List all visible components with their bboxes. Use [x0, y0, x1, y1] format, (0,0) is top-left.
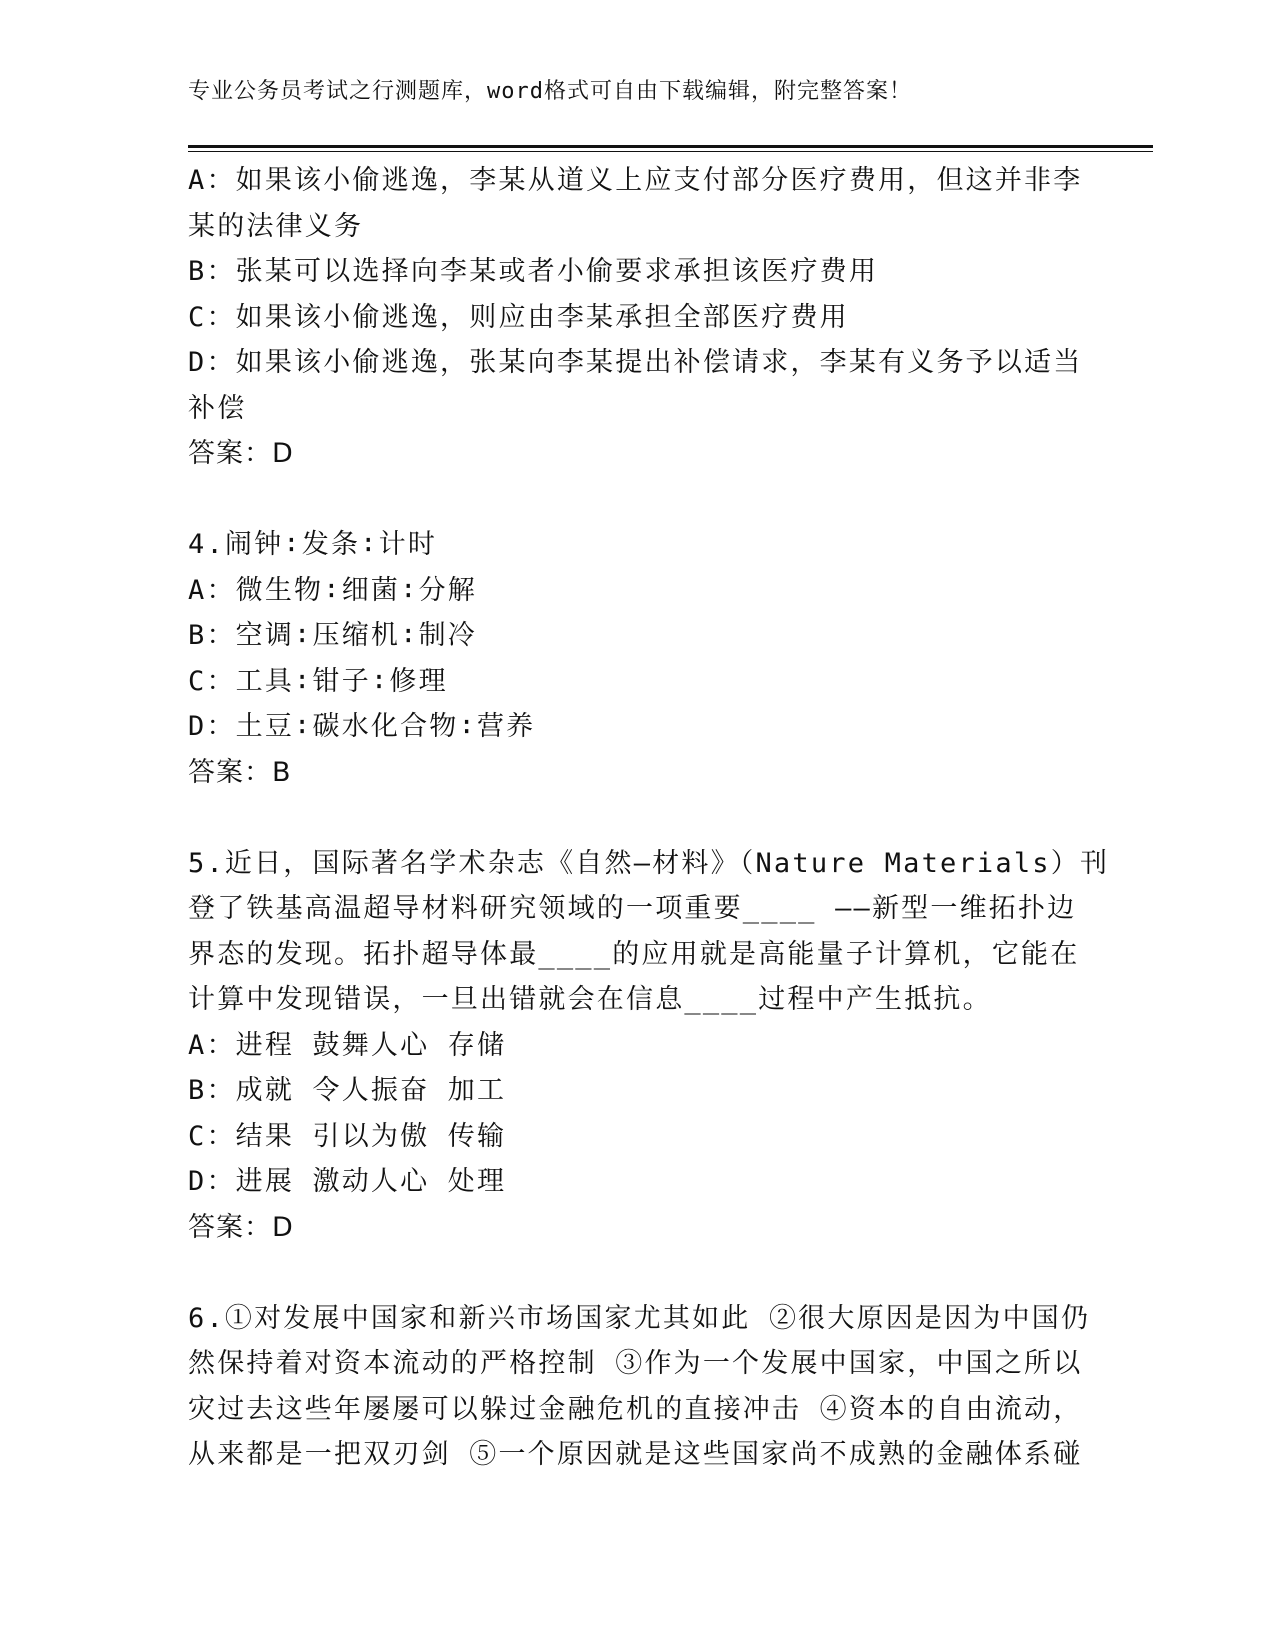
q5-stem-line3: 界态的发现。拓扑超导体最____的应用就是高能量子计算机，它能在 — [188, 938, 1080, 970]
spacer — [188, 1250, 1088, 1296]
q5-answer: 答案：D — [188, 1211, 294, 1243]
q5-stem-line2: 登了铁基高温超导材料研究领域的一项重要____ ——新型一维拓扑边 — [188, 893, 1077, 924]
q5-stem-line4: 计算中发现错误，一旦出错就会在信息____过程中产生抵抗。 — [188, 984, 992, 1015]
page-header: 专业公务员考试之行测题库，word格式可自由下载编辑，附完整答案！ — [188, 79, 912, 104]
q4-option-b: B：空调∶压缩机∶制冷 — [188, 620, 477, 651]
header-rule-thin — [188, 151, 1153, 152]
q5-option-b: B：成就 令人振奋 加工 — [188, 1075, 507, 1106]
q6-stem-line3: 灾过去这些年屡屡可以躲过金融危机的直接冲击 ④资本的自由流动， — [188, 1393, 1083, 1425]
spacer — [188, 477, 1088, 523]
question-content — [188, 158, 1110, 1478]
q3-option-b: B：张某可以选择向李某或者小偷要求承担该医疗费用 — [188, 256, 879, 287]
q3-option-c: C：如果该小偷逃逸，则应由李某承担全部医疗费用 — [188, 301, 849, 333]
q5-option-d: D：进展 激动人心 处理 — [188, 1166, 507, 1197]
q4-option-a: A：微生物∶细菌∶分解 — [188, 574, 477, 606]
q3-option-d-line2: 补偿 — [188, 392, 247, 424]
q6-stem-line4: 从来都是一把双刃剑 ⑤一个原因就是这些国家尚不成熟的金融体系碰 — [188, 1439, 1083, 1470]
q3-option-a-line1: A：如果该小偷逃逸，李某从道义上应支付部分医疗费用，但这并非李 — [188, 165, 1083, 196]
q5-option-c: C：结果 引以为傲 传输 — [188, 1120, 507, 1152]
q5-option-a: A：进程 鼓舞人心 存储 — [188, 1029, 507, 1061]
q3-option-a-line2: 某的法律义务 — [188, 210, 364, 242]
q6-stem-line2: 然保持着对资本流动的严格控制 ③作为一个发展中国家，中国之所以 — [188, 1348, 1083, 1379]
q3-option-d-line1: D：如果该小偷逃逸，张某向李某提出补偿请求，李某有义务予以适当 — [188, 347, 1083, 378]
q3-answer: 答案：D — [188, 438, 294, 469]
spacer — [188, 795, 1088, 841]
q5-stem-line1: 5.近日，国际著名学术杂志《自然—材料》（Nature Materials）刊 — [188, 847, 1110, 879]
q6-stem-line1: 6.①对发展中国家和新兴市场国家尤其如此 ②很大原因是因为中国仍 — [188, 1302, 1091, 1334]
q4-stem: 4.闹钟∶发条∶计时 — [188, 529, 438, 560]
q4-option-d: D：土豆∶碳水化合物∶营养 — [188, 711, 536, 742]
q4-answer: 答案：B — [188, 756, 292, 788]
header-rule-thick — [188, 145, 1153, 148]
q4-option-c: C：工具∶钳子∶修理 — [188, 665, 448, 697]
